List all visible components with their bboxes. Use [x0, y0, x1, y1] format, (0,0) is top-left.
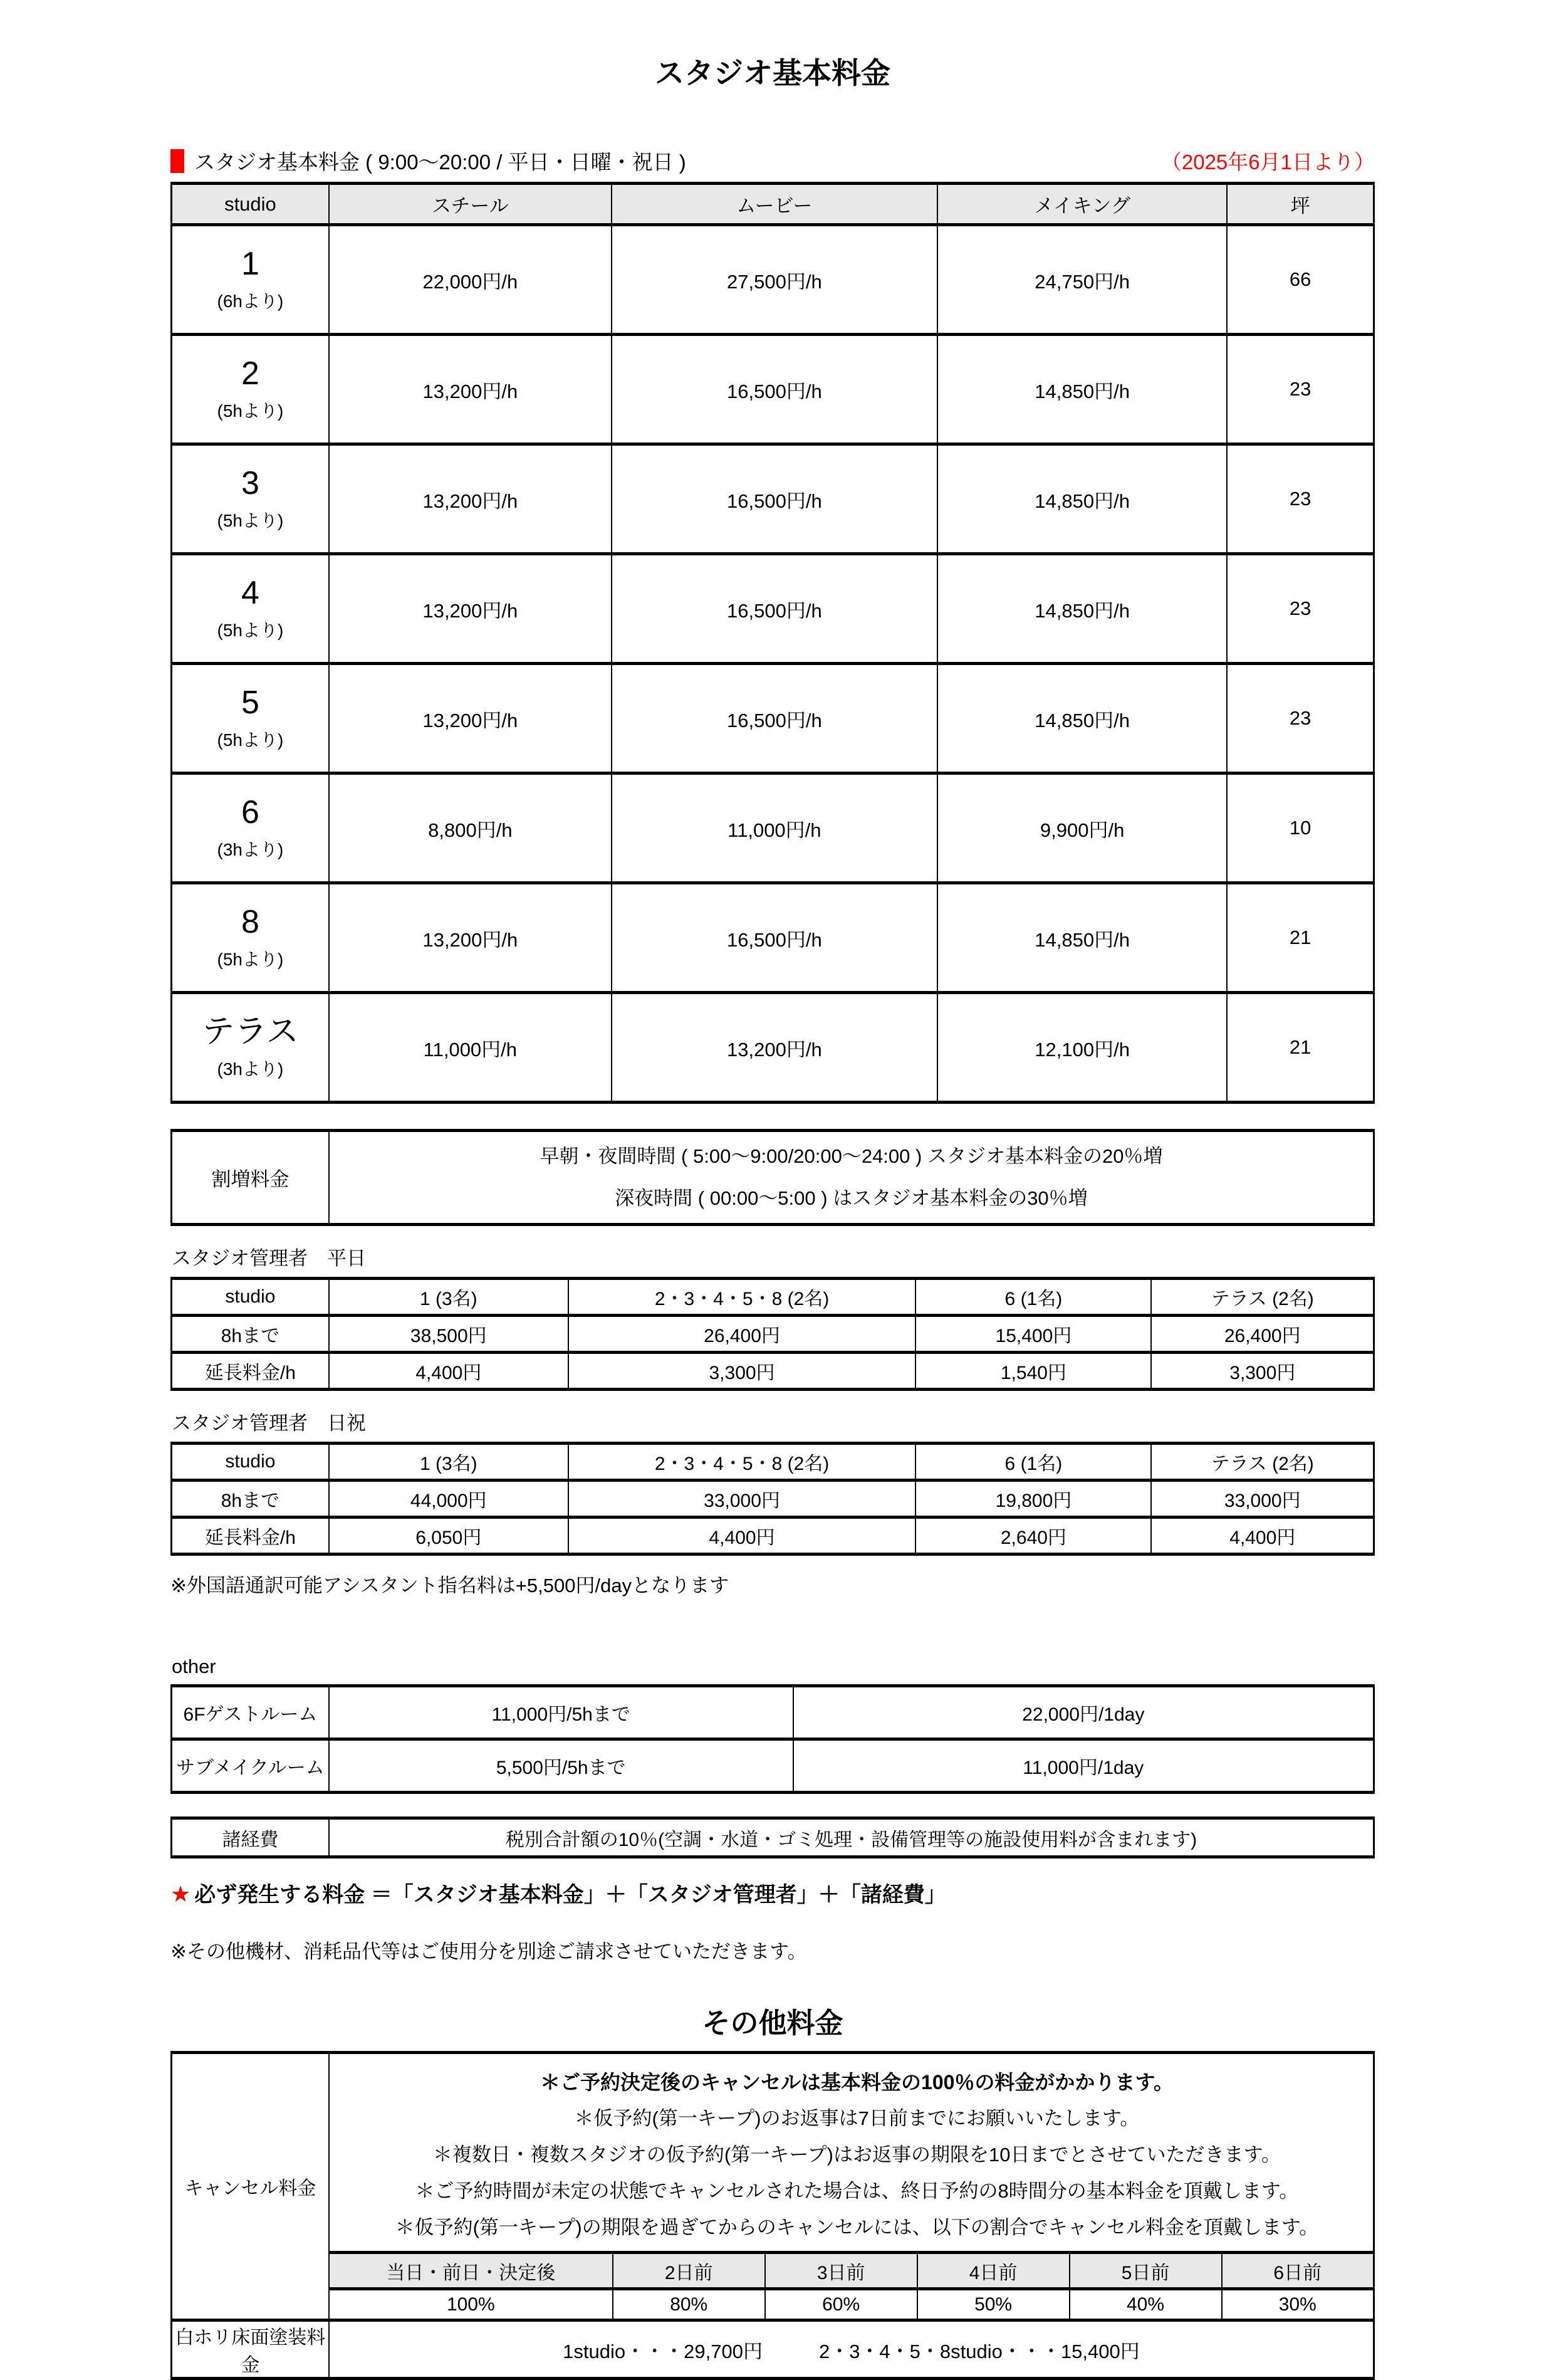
paint-fee-label: 白ホリ床面塗装料金 — [172, 2320, 329, 2379]
table-row — [172, 2053, 1374, 2253]
making-price-cell: 14,850円/h — [937, 664, 1227, 773]
studio-min-hours: (5hより) — [217, 730, 284, 750]
row-label: 8hまで — [172, 1316, 329, 1353]
consumables-note: ※その他機材、消耗品代等はご使用分を別途ご請求させていただきます。 — [170, 1941, 807, 1963]
tsubo-cell: 21 — [1227, 883, 1374, 993]
fee-cell: 3,300円 — [1151, 1353, 1374, 1390]
studio-cell — [172, 993, 329, 1103]
table-row — [172, 1739, 1374, 1793]
table-row — [172, 773, 1374, 883]
tsubo-cell: 23 — [1227, 335, 1374, 444]
table-row — [172, 1131, 1374, 1225]
fee-cell: 2,640円 — [915, 1518, 1151, 1554]
still-price-cell: 13,200円/h — [329, 883, 612, 993]
fee-cell: 4,400円 — [329, 1353, 568, 1390]
still-price-cell: 8,800円/h — [329, 773, 612, 883]
interpreter-note: ※外国語通訳可能アシスタント指名料は+5,500円/dayとなります — [170, 1575, 729, 1596]
table-row — [172, 554, 1374, 664]
studio-cell — [172, 444, 329, 554]
cancel-bullet: ＊複数日・複数スタジオの仮予約(第一キープ)はお返事の期限を10日までとさせていただきます。 — [432, 2144, 1281, 2166]
table-row — [172, 1518, 1374, 1554]
still-price-cell: 13,200円/h — [329, 335, 612, 444]
fee-cell: 33,000円 — [1151, 1481, 1374, 1518]
studio-cell — [172, 664, 329, 773]
col-terrace: テラス (2名) — [1151, 1279, 1374, 1316]
table-row — [172, 883, 1374, 993]
cancel-bullet: ＊ご予約時間が未定の状態でキャンセルされた場合は、終日予約の8時間分の基本料金を頂戴します。 — [415, 2180, 1299, 2202]
room-1day-price: 22,000円/1day — [793, 1686, 1374, 1739]
surcharge-line-1: 早朝・夜間時間 ( 5:00～9:00/20:00～24:00 ) スタジオ基本料金の20％増 — [540, 1145, 1163, 1167]
making-price-cell: 14,850円/h — [937, 554, 1227, 664]
red-star-icon: ★ — [170, 1881, 191, 1907]
studio-min-hours: (3hより) — [217, 839, 284, 859]
table-row — [172, 444, 1374, 554]
room-label: サブメイクルーム — [172, 1739, 329, 1793]
row-label: 8hまで — [172, 1481, 329, 1518]
surcharge-table — [170, 1129, 1375, 1226]
studio-min-hours: (5hより) — [217, 401, 284, 421]
still-price-cell: 13,200円/h — [329, 444, 612, 554]
studio-number: 3 — [241, 465, 259, 502]
tsubo-cell: 23 — [1227, 554, 1374, 664]
cancel-bullet: ＊仮予約(第一キープ)のお返事は7日前までにお願いいたします。 — [574, 2107, 1140, 2129]
table-row — [172, 335, 1374, 444]
schedule-value: 40% — [1070, 2289, 1222, 2320]
fee-cell: 33,000円 — [568, 1481, 916, 1518]
studio-number: 6 — [241, 794, 259, 831]
basic-section-label: スタジオ基本料金 ( 9:00～20:00 / 平日・日曜・祝日 ) — [194, 150, 686, 174]
col-studio-1: 1 (3名) — [329, 1279, 568, 1316]
movie-price-cell: 16,500円/h — [612, 335, 937, 444]
schedule-header: 6日前 — [1222, 2253, 1374, 2289]
making-price-cell: 9,900円/h — [937, 773, 1227, 883]
page-title: スタジオ基本料金 — [655, 56, 890, 90]
col-studio: studio — [172, 1279, 329, 1316]
cancel-schedule-header-row — [172, 2253, 1374, 2289]
table-row — [172, 664, 1374, 773]
manager-weekday-table — [170, 1277, 1375, 1391]
col-studio-23458: 2・3・4・5・8 (2名) — [568, 1279, 916, 1316]
schedule-header: 5日前 — [1070, 2253, 1222, 2289]
room-5h-price: 11,000円/5hまで — [329, 1686, 793, 1739]
document-page — [170, 0, 1375, 2380]
studio-cell — [172, 554, 329, 664]
making-price-cell: 12,100円/h — [937, 993, 1227, 1103]
fee-cell: 26,400円 — [1151, 1316, 1374, 1353]
other-fees-title: その他料金 — [702, 2007, 843, 2039]
room-1day-price: 11,000円/1day — [793, 1739, 1374, 1793]
paint-fee-studio1: 1studio・・・29,700円 — [563, 2340, 763, 2362]
table-row — [172, 1686, 1374, 1739]
movie-price-cell: 16,500円/h — [612, 664, 937, 773]
table-row — [172, 1818, 1374, 1857]
fee-cell: 19,800円 — [915, 1481, 1151, 1518]
fee-cell: 1,540円 — [915, 1353, 1151, 1390]
movie-price-cell: 16,500円/h — [612, 444, 937, 554]
still-price-cell: 13,200円/h — [329, 664, 612, 773]
movie-price-cell: 11,000円/h — [612, 773, 937, 883]
basic-section-header — [170, 146, 1375, 176]
fee-cell: 3,300円 — [568, 1353, 916, 1390]
studio-cell — [172, 773, 329, 883]
schedule-header: 当日・前日・決定後 — [329, 2253, 613, 2289]
schedule-header: 3日前 — [765, 2253, 917, 2289]
manager-weekday-caption: スタジオ管理者 平日 — [172, 1247, 366, 1269]
schedule-value: 80% — [613, 2289, 765, 2320]
studio-number: テラス — [202, 1014, 299, 1051]
movie-price-cell: 16,500円/h — [612, 883, 937, 993]
expenses-text: 税別合計額の10％(空調・水道・ゴミ処理・設備管理等の施設使用料が含まれます) — [329, 1818, 1374, 1857]
studio-min-hours: (5hより) — [217, 949, 284, 969]
col-studio-6: 6 (1名) — [915, 1444, 1151, 1481]
effective-date: （2025年6月1日より） — [1160, 150, 1375, 174]
required-fee-line — [170, 1877, 1375, 1908]
movie-price-cell: 16,500円/h — [612, 554, 937, 664]
paint-fee-values — [329, 2320, 1374, 2379]
col-movie: ムービー — [612, 184, 937, 225]
fee-cell: 4,400円 — [1151, 1518, 1374, 1554]
still-price-cell: 11,000円/h — [329, 993, 612, 1103]
paint-fee-studio-others: 2・3・4・5・8studio・・・15,400円 — [818, 2340, 1140, 2362]
cancel-schedule-value-row — [172, 2289, 1374, 2320]
row-label: 延長料金/h — [172, 1518, 329, 1554]
row-label: 延長料金/h — [172, 1353, 329, 1390]
studio-number: 8 — [241, 904, 259, 941]
making-price-cell: 14,850円/h — [937, 335, 1227, 444]
expenses-label: 諸経費 — [172, 1818, 329, 1857]
other-rooms-caption: other — [172, 1655, 216, 1677]
surcharge-label: 割増料金 — [172, 1131, 329, 1225]
making-price-cell: 24,750円/h — [937, 225, 1227, 335]
col-studio-1: 1 (3名) — [329, 1444, 568, 1481]
expenses-table — [170, 1816, 1375, 1858]
still-price-cell: 22,000円/h — [329, 225, 612, 335]
studio-min-hours: (3hより) — [217, 1059, 284, 1079]
table-row — [172, 2320, 1374, 2379]
fee-cell: 26,400円 — [568, 1316, 916, 1353]
tsubo-cell: 23 — [1227, 664, 1374, 773]
col-studio: studio — [172, 184, 329, 225]
col-terrace: テラス (2名) — [1151, 1444, 1374, 1481]
fee-cell: 44,000円 — [329, 1481, 568, 1518]
col-studio-6: 6 (1名) — [915, 1279, 1151, 1316]
manager-holiday-table — [170, 1442, 1375, 1556]
studio-cell — [172, 883, 329, 993]
schedule-header: 4日前 — [917, 2253, 1070, 2289]
manager-header-row — [172, 1444, 1374, 1481]
fee-cell: 15,400円 — [915, 1316, 1151, 1353]
making-price-cell: 14,850円/h — [937, 444, 1227, 554]
col-studio: studio — [172, 1444, 329, 1481]
table-row — [172, 1316, 1374, 1353]
required-fee-text: 必ず発生する料金 ＝「スタジオ基本料金」＋「スタジオ管理者」＋「諸経費」 — [194, 1883, 946, 1907]
studio-min-hours: (5hより) — [217, 510, 284, 530]
basic-price-table — [170, 182, 1375, 1104]
col-studio-23458: 2・3・4・5・8 (2名) — [568, 1444, 916, 1481]
surcharge-line-2: 深夜時間 ( 00:00～5:00 ) はスタジオ基本料金の30％増 — [615, 1187, 1088, 1209]
cancel-fee-label: キャンセル料金 — [172, 2053, 329, 2320]
red-square-bullet-icon — [170, 149, 184, 173]
manager-holiday-caption: スタジオ管理者 日祝 — [172, 1412, 366, 1434]
studio-cell — [172, 335, 329, 444]
still-price-cell: 13,200円/h — [329, 554, 612, 664]
cancel-bullet: ＊ご予約決定後のキャンセルは基本料金の100％の料金がかかります。 — [540, 2071, 1174, 2094]
schedule-value: 100% — [329, 2289, 613, 2320]
basic-header-row — [172, 184, 1374, 225]
other-fees-table — [170, 2051, 1375, 2380]
table-row — [172, 1353, 1374, 1390]
studio-min-hours: (6hより) — [217, 291, 284, 311]
table-row — [172, 225, 1374, 335]
movie-price-cell: 13,200円/h — [612, 993, 937, 1103]
studio-number: 1 — [241, 246, 259, 283]
basic-section-label-wrap — [170, 146, 686, 176]
col-still: スチール — [329, 184, 612, 225]
table-row — [172, 1481, 1374, 1518]
tsubo-cell: 23 — [1227, 444, 1374, 554]
studio-number: 4 — [241, 575, 259, 612]
schedule-value: 30% — [1222, 2289, 1374, 2320]
surcharge-text-cell — [329, 1131, 1374, 1225]
room-label: 6Fゲストルーム — [172, 1686, 329, 1739]
studio-number: 2 — [241, 355, 259, 392]
fee-cell: 38,500円 — [329, 1316, 568, 1353]
fee-cell: 6,050円 — [329, 1518, 568, 1554]
schedule-value: 50% — [917, 2289, 1070, 2320]
movie-price-cell: 27,500円/h — [612, 225, 937, 335]
tsubo-cell: 21 — [1227, 993, 1374, 1103]
other-rooms-table — [170, 1684, 1375, 1794]
studio-number: 5 — [241, 684, 259, 721]
cancel-bullet: ＊仮予約(第一キープ)の期限を過ぎてからのキャンセルには、以下の割合でキャンセル料金を頂戴します。 — [395, 2216, 1319, 2238]
studio-min-hours: (5hより) — [217, 620, 284, 640]
making-price-cell: 14,850円/h — [937, 883, 1227, 993]
room-5h-price: 5,500円/5hまで — [329, 1739, 793, 1793]
tsubo-cell: 10 — [1227, 773, 1374, 883]
cancel-policy-cell — [329, 2053, 1374, 2253]
manager-header-row — [172, 1279, 1374, 1316]
tsubo-cell: 66 — [1227, 225, 1374, 335]
fee-cell: 4,400円 — [568, 1518, 916, 1554]
col-making: メイキング — [937, 184, 1227, 225]
col-tsubo: 坪 — [1227, 184, 1374, 225]
schedule-header: 2日前 — [613, 2253, 765, 2289]
table-row — [172, 993, 1374, 1103]
schedule-value: 60% — [765, 2289, 917, 2320]
studio-cell — [172, 225, 329, 335]
